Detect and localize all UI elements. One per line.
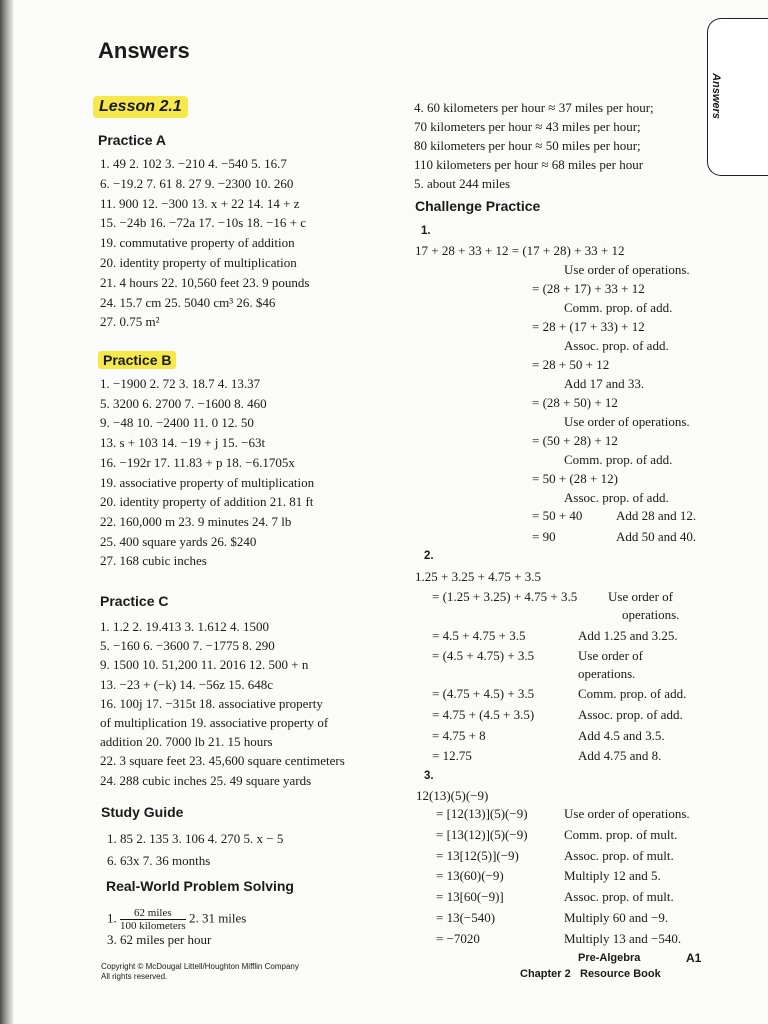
right-top-line: 5. about 244 miles	[414, 176, 511, 191]
challenge-1-note-final1: Add 28 and 12.	[616, 508, 697, 523]
practice-c-answers	[100, 617, 345, 790]
footer-row-2	[520, 966, 710, 982]
practice-c-line: 5. −160 6. −3600 7. −1775 8. 290	[100, 638, 275, 654]
footer-row-1	[520, 950, 710, 966]
practice-a-line: 24. 15.7 cm 25. 5040 cm³ 26. $46	[100, 294, 276, 310]
challenge-1-step: = 28 + (17 + 33) + 12	[532, 319, 645, 334]
challenge-1-step-final2: = 90	[532, 529, 556, 544]
challenge-1-note-final2: Add 50 and 40.	[616, 529, 697, 544]
study-guide-line: 1. 85 2. 135 3. 106 4. 270 5. x − 5	[107, 831, 284, 846]
challenge-3-note: Assoc. prop. of mult.	[564, 847, 674, 863]
practice-b-line: 1. −1900 2. 72 3. 18.7 4. 13.37	[100, 376, 261, 391]
practice-b-line: 27. 168 cubic inches	[100, 553, 207, 569]
footer-subject: Pre-Algebra	[578, 952, 641, 964]
challenge-2-note: Use order of	[608, 589, 673, 604]
challenge-2-note-cont: operations.	[578, 666, 636, 681]
footer-page-number: A1	[686, 951, 702, 965]
challenge-1-note: Assoc. prop. of add.	[564, 490, 669, 505]
practice-b-heading	[98, 352, 176, 368]
study-guide-line: 6. 63x 7. 36 months	[107, 853, 211, 868]
study-guide-heading: Study Guide	[101, 804, 184, 820]
practice-c-line: 1. 1.2 2. 19.413 3. 1.612 4. 1500	[100, 619, 269, 634]
real-world-item-2: 2. 31 miles	[188, 910, 247, 926]
practice-b-heading-text: Practice B	[98, 351, 176, 369]
challenge-3-step: = −7020	[436, 930, 480, 946]
challenge-1-note: Assoc. prop. of add.	[564, 338, 669, 353]
challenge-2-step: = 4.5 + 4.75 + 3.5	[432, 628, 526, 643]
fraction-denominator: 100 kilometers	[120, 920, 186, 932]
challenge-2-note: Add 4.5 and 3.5.	[578, 728, 665, 743]
challenge-2-note: Comm. prop. of add.	[578, 686, 687, 701]
challenge-3-step: = [12(13)](5)(−9)	[436, 806, 528, 821]
challenge-1-note: Use order of operations.	[564, 262, 690, 277]
challenge-2-step: = (4.75 + 4.5) + 3.5	[432, 686, 535, 701]
practice-c-heading: Practice C	[100, 593, 169, 609]
side-tab-label: Answers	[710, 73, 722, 119]
challenge-2-number: 2.	[424, 550, 434, 562]
practice-c-line: 22. 3 square feet 23. 45,600 square centimeters	[100, 753, 345, 769]
rate-fraction	[120, 907, 186, 932]
challenge-3-step: = 13[12(5)](−9)	[436, 847, 519, 863]
right-top-line: 70 kilometers per hour ≈ 43 miles per hour;	[414, 119, 641, 134]
practice-a-answers	[100, 154, 309, 332]
challenge-1-step: = 28 + 50 + 12	[532, 357, 610, 372]
practice-c-line: addition 20. 7000 lb 21. 15 hours	[100, 734, 273, 750]
practice-a-line: 19. commutative property of addition	[100, 235, 295, 251]
practice-c-line: 16. 100j 17. −315t 18. associative property	[100, 695, 323, 711]
challenge-2-first: 1.25 + 3.25 + 4.75 + 3.5	[415, 569, 541, 584]
challenge-3-first: 12(13)(5)(−9)	[416, 788, 489, 803]
right-top-line: 80 kilometers per hour ≈ 50 miles per hour;	[414, 138, 641, 153]
lesson-heading: Lesson 2.1	[93, 96, 188, 118]
challenge-2-step: = 12.75	[432, 748, 472, 763]
practice-a-line: 1. 49 2. 102 3. −210 4. −540 5. 16.7	[100, 156, 287, 171]
real-world-item-3: 3. 62 miles per hour	[107, 932, 212, 947]
real-world-heading: Real-World Problem Solving	[106, 878, 294, 894]
challenge-3-note: Comm. prop. of mult.	[564, 826, 678, 842]
challenge-1-note: Add 17 and 33.	[564, 376, 645, 391]
challenge-1-note: Comm. prop. of add.	[564, 452, 673, 467]
challenge-1-step-final1: = 50 + 40	[532, 508, 583, 523]
practice-b-line: 16. −192r 17. 11.83 + p 18. −6.1705x	[100, 454, 295, 470]
challenge-1-step: = (28 + 50) + 12	[532, 395, 618, 410]
right-top-answers	[414, 98, 654, 193]
challenge-1-step: = (28 + 17) + 33 + 12	[532, 281, 645, 296]
challenge-3-note: Multiply 12 and 5.	[564, 868, 661, 884]
challenge-3-number: 3.	[424, 770, 434, 782]
challenge-3-step: = [13(12)](5)(−9)	[436, 826, 528, 842]
right-top-line: 110 kilometers per hour ≈ 68 miles per hour	[414, 157, 644, 172]
real-world-item-1	[107, 907, 246, 932]
challenge-2-note: Add 4.75 and 8.	[578, 748, 662, 763]
practice-b-line: 19. associative property of multiplication	[100, 474, 315, 490]
page-binding-shadow	[0, 0, 14, 1024]
practice-c-line: of multiplication 19. associative property of	[100, 715, 329, 731]
challenge-2-step: = 4.75 + (4.5 + 3.5)	[432, 707, 535, 722]
practice-b-line: 25. 400 square yards 26. $240	[100, 533, 257, 549]
practice-b-line: 9. −48 10. −2400 11. 0 12. 50	[100, 415, 254, 431]
practice-a-line: 21. 4 hours 22. 10,560 feet 23. 9 pounds	[100, 274, 310, 290]
challenge-1-note: Use order of operations.	[564, 414, 690, 429]
challenge-2-note-cont: operations.	[622, 607, 680, 622]
challenge-1-number: 1.	[421, 225, 431, 237]
practice-a-line: 27. 0.75 m²	[100, 314, 160, 330]
practice-a-line: 15. −24b 16. −72a 17. −10s 18. −16 + c	[100, 215, 307, 231]
challenge-2-note: Use order of	[578, 648, 643, 663]
footer-book: Resource Book	[580, 968, 661, 980]
challenge-3-step: = 13(60)(−9)	[436, 868, 504, 884]
right-top-line: 4. 60 kilometers per hour ≈ 37 miles per hour;	[414, 100, 654, 115]
practice-a-line: 11. 900 12. −300 13. x + 22 14. 14 + z	[100, 195, 300, 211]
challenge-1-note: Comm. prop. of add.	[564, 300, 673, 315]
challenge-2-note: Add 1.25 and 3.25.	[578, 628, 678, 643]
practice-a-heading: Practice A	[98, 132, 166, 148]
copyright	[101, 962, 331, 982]
challenge-1-step: = 50 + (28 + 12)	[532, 471, 618, 486]
study-guide-answers	[107, 828, 283, 872]
challenge-2-step: = 4.75 + 8	[432, 728, 486, 743]
practice-c-line: 24. 288 cubic inches 25. 49 square yards	[100, 772, 312, 788]
challenge-3-note: Multiply 60 and −9.	[564, 910, 669, 925]
practice-c-line: 9. 1500 10. 51,200 11. 2016 12. 500 + n	[100, 657, 309, 673]
challenge-3-note: Use order of operations.	[564, 806, 690, 821]
challenge-2-step: = (4.5 + 4.75) + 3.5	[432, 648, 535, 663]
fraction-numerator: 62 miles	[120, 907, 186, 920]
practice-b-answers	[100, 374, 314, 571]
page-footer	[520, 950, 710, 982]
page-title: Answers	[98, 38, 190, 63]
practice-b-line: 22. 160,000 m 23. 9 minutes 24. 7 lb	[100, 513, 292, 529]
practice-b-line: 20. identity property of addition 21. 81 ft	[100, 494, 314, 510]
challenge-3-step: = 13[60(−9)]	[436, 889, 504, 905]
copyright-line-1: Copyright © McDougal Littell/Houghton Mifflin Company	[101, 962, 299, 971]
practice-c-line: 13. −23 + (−k) 14. −56z 15. 648c	[100, 676, 274, 692]
copyright-line-2: All rights reserved.	[101, 972, 168, 981]
practice-a-line: 20. identity property of multiplication	[100, 254, 297, 270]
challenge-heading: Challenge Practice	[415, 198, 541, 214]
practice-b-line: 5. 3200 6. 2700 7. −1600 8. 460	[100, 395, 267, 411]
real-world-item-1-number: 1.	[107, 910, 117, 926]
challenge-3-note: Assoc. prop. of mult.	[564, 889, 674, 905]
challenge-1-step: = (50 + 28) + 12	[532, 433, 618, 448]
footer-chapter: Chapter 2	[520, 968, 571, 980]
challenge-3-note: Multiply 13 and −540.	[564, 930, 682, 946]
challenge-3-step: = 13(−540)	[436, 910, 496, 925]
practice-b-line: 13. s + 103 14. −19 + j 15. −63t	[100, 435, 266, 451]
challenge-1-first: 17 + 28 + 33 + 12 = (17 + 28) + 33 + 12	[415, 243, 625, 258]
practice-a-line: 6. −19.2 7. 61 8. 27 9. −2300 10. 260	[100, 175, 294, 191]
challenge-2-note: Assoc. prop. of add.	[578, 707, 683, 722]
challenge-2-step: = (1.25 + 3.25) + 4.75 + 3.5	[432, 589, 578, 604]
